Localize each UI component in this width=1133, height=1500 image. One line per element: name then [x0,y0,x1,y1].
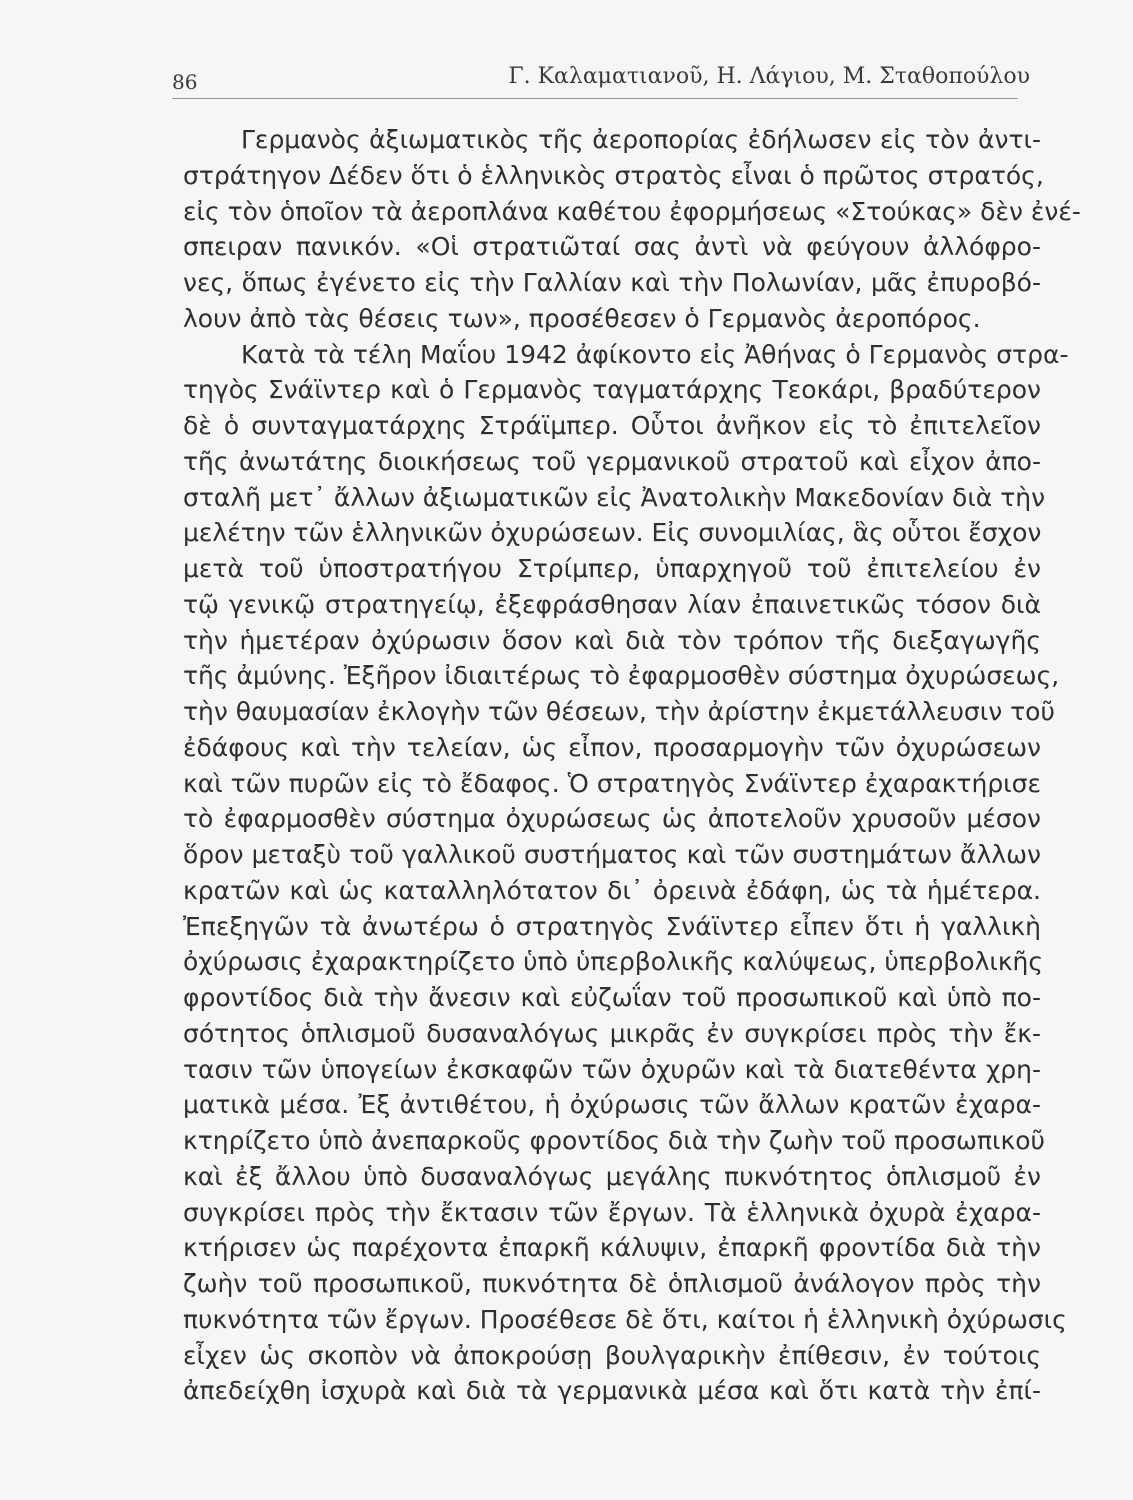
text-line: τῆς ἀμύνης. Ἐξῆρον ἰδιαιτέρως τὸ ἐφαρμοσθὲν σύστημα ὀχυρώσεως, [183,661,1060,691]
text-line: εἰς τὸν ὁποῖον τὰ ἀεροπλάνα καθέτου ἐφορμήσεως «Στούκας» δὲν ἐνέ- [183,196,1081,226]
page-header [172,60,1030,100]
text-line: μελέτην τῶν ἑλληνικῶν ὀχυρώσεων. Εἰς συνομιλίας, ἃς οὗτοι ἔσχον [183,518,1042,548]
text-line: σταλῆ μετ᾽ ἄλλων ἀξιωματικῶν εἰς Ἀνατολικὴν Μακεδονίαν διὰ τὴν [183,482,1046,512]
text-line: μετὰ τοῦ ὑποστρατήγου Στρίμπερ, ὑπαρχηγοῦ τοῦ ἐπιτελείου ἐν [183,554,1041,583]
page-number: 86 [172,70,198,94]
text-line: κτηρίζετο ὑπὸ ἀνεπαρκοῦς φροντίδος διὰ τὴν ζωὴν τοῦ προσωπικοῦ [183,1126,1045,1155]
text-line: δὲ ὁ συνταγματάρχης Στράϊμπερ. Οὗτοι ἀνῆκον εἰς τὸ ἐπιτελεῖον [183,411,1041,440]
text-line: συγκρίσει πρὸς τὴν ἔκτασιν τῶν ἔργων. Τὰ ἑλληνικὰ ὀχυρὰ ἐχαρα- [183,1197,1041,1227]
text-line: σότητος ὁπλισμοῦ δυσαναλόγως μικρᾶς ἐν συγκρίσει πρὸς τὴν ἔκ- [183,1018,1041,1048]
text-line: ὅρον μεταξὺ τοῦ γαλλικοῦ συστήματος καὶ τῶν συστημάτων ἄλλων [183,840,1041,869]
text-line: τηγὸς Σνάϊντερ καὶ ὁ Γερμανὸς ταγματάρχης Τεοκάρι, βραδύτερον [183,375,1041,405]
text-line: ἀπεδείχθη ἰσχυρὰ καὶ διὰ τὰ γερμανικὰ μέσα καὶ ὅτι κατὰ τὴν ἐπί- [183,1376,1041,1406]
body-text [183,122,1081,1409]
text-line: Κατὰ τὰ τέλη Μαΐου 1942 ἀφίκοντο εἰς Ἀθήνας ὁ Γερμανὸς στρα- [241,339,1069,369]
text-line: φροντίδος διὰ τὴν ἄνεσιν καὶ εὐζωΐαν τοῦ προσωπικοῦ καὶ ὑπὸ πο- [183,983,1041,1012]
header-rule [172,98,1018,99]
text-line: τῷ γενικῷ στρατηγείῳ, ἐξεφράσθησαν λίαν ἐπαινετικῶς τόσον διὰ [183,589,1041,619]
text-line: πυκνότητα τῶν ἔργων. Προσέθεσε δὲ ὅτι, καίτοι ἡ ἑλληνικὴ ὀχύρωσις [183,1304,1067,1334]
text-line: εἶχεν ὡς σκοπὸν νὰ ἀποκρούσῃ βουλγαρικὴν ἐπίθεσιν, ἐν τούτοις [183,1340,1041,1370]
running-head: Γ. Καλαματιανοῦ, Η. Λάγιου, Μ. Σταθοπούλου [508,64,1030,89]
text-line: τὴν θαυμασίαν ἐκλογὴν τῶν θέσεων, τὴν ἀρίστην ἐκμετάλλευσιν τοῦ [183,697,1055,726]
text-line: τὸ ἐφαρμοσθὲν σύστημα ὀχυρώσεως ὡς ἀποτελοῦν χρυσοῦν μέσον [183,804,1041,834]
text-line: ἐδάφους καὶ τὴν τελείαν, ὡς εἶπον, προσαρμογὴν τῶν ὀχυρώσεων [183,732,1041,762]
text-line: τὴν ἡμετέραν ὀχύρωσιν ὅσον καὶ διὰ τὸν τρόπον τῆς διεξαγωγῆς [183,625,1041,655]
text-line: Ἐπεξηγῶν τὰ ἀνωτέρω ὁ στρατηγὸς Σνάϊντερ εἶπεν ὅτι ἡ γαλλικὴ [183,911,1041,941]
text-line: στράτηγον Δέδεν ὅτι ὁ ἑλληνικὸς στρατὸς εἶναι ὁ πρῶτος στρατός, [183,160,1044,190]
text-line: κτήρισεν ὡς παρέχοντα ἐπαρκῆ κάλυψιν, ἐπαρκῆ φροντίδα διὰ τὴν [183,1233,1041,1263]
text-line: νες, ὅπως ἐγένετο εἰς τὴν Γαλλίαν καὶ τὴν Πολωνίαν, μᾶς ἐπυροβό- [183,268,1041,297]
text-line: κρατῶν καὶ ὡς καταλληλότατον δι᾽ ὀρεινὰ ἐδάφη, ὡς τὰ ἡμέτερα. [183,875,1041,905]
text-line: σπειραν πανικόν. «Οἱ στρατιῶταί σας ἀντὶ νὰ φεύγουν ἀλλόφρο- [183,232,1041,262]
text-line: ζωὴν τοῦ προσωπικοῦ, πυκνότητα δὲ ὁπλισμοῦ ἀνάλογον πρὸς τὴν [183,1269,1041,1298]
text-line: ὀχύρωσις ἐχαρακτηρίζετο ὑπὸ ὑπερβολικῆς καλύψεως, ὑπερβολικῆς [183,947,1044,977]
text-line: τασιν τῶν ὑπογείων ἐκσκαφῶν τῶν ὀχυρῶν καὶ τὰ διατεθέντα χρη- [183,1054,1041,1084]
text-line: Γερμανὸς ἀξιωματικὸς τῆς ἀεροπορίας ἐδήλωσεν εἰς τὸν ἀντι- [241,125,1041,154]
text-line: καὶ τῶν πυρῶν εἰς τὸ ἔδαφος. Ὁ στρατηγὸς Σνάϊντερ ἐχαρακτήρισε [183,768,1041,798]
text-line: καὶ ἐξ ἄλλου ὑπὸ δυσαναλόγως μεγάλης πυκνότητος ὁπλισμοῦ ἐν [183,1161,1041,1191]
text-line: ματικὰ μέσα. Ἐξ ἀντιθέτου, ἡ ὀχύρωσις τῶν ἄλλων κρατῶν ἐχαρα- [183,1090,1041,1120]
text-line: τῆς ἀνωτάτης διοικήσεως τοῦ γερμανικοῦ στρατοῦ καὶ εἶχον ἀπο- [183,446,1041,476]
text-line: λουν ἀπὸ τὰς θέσεις των», προσέθεσεν ὁ Γερμανὸς ἀεροπόρος. [183,303,981,333]
